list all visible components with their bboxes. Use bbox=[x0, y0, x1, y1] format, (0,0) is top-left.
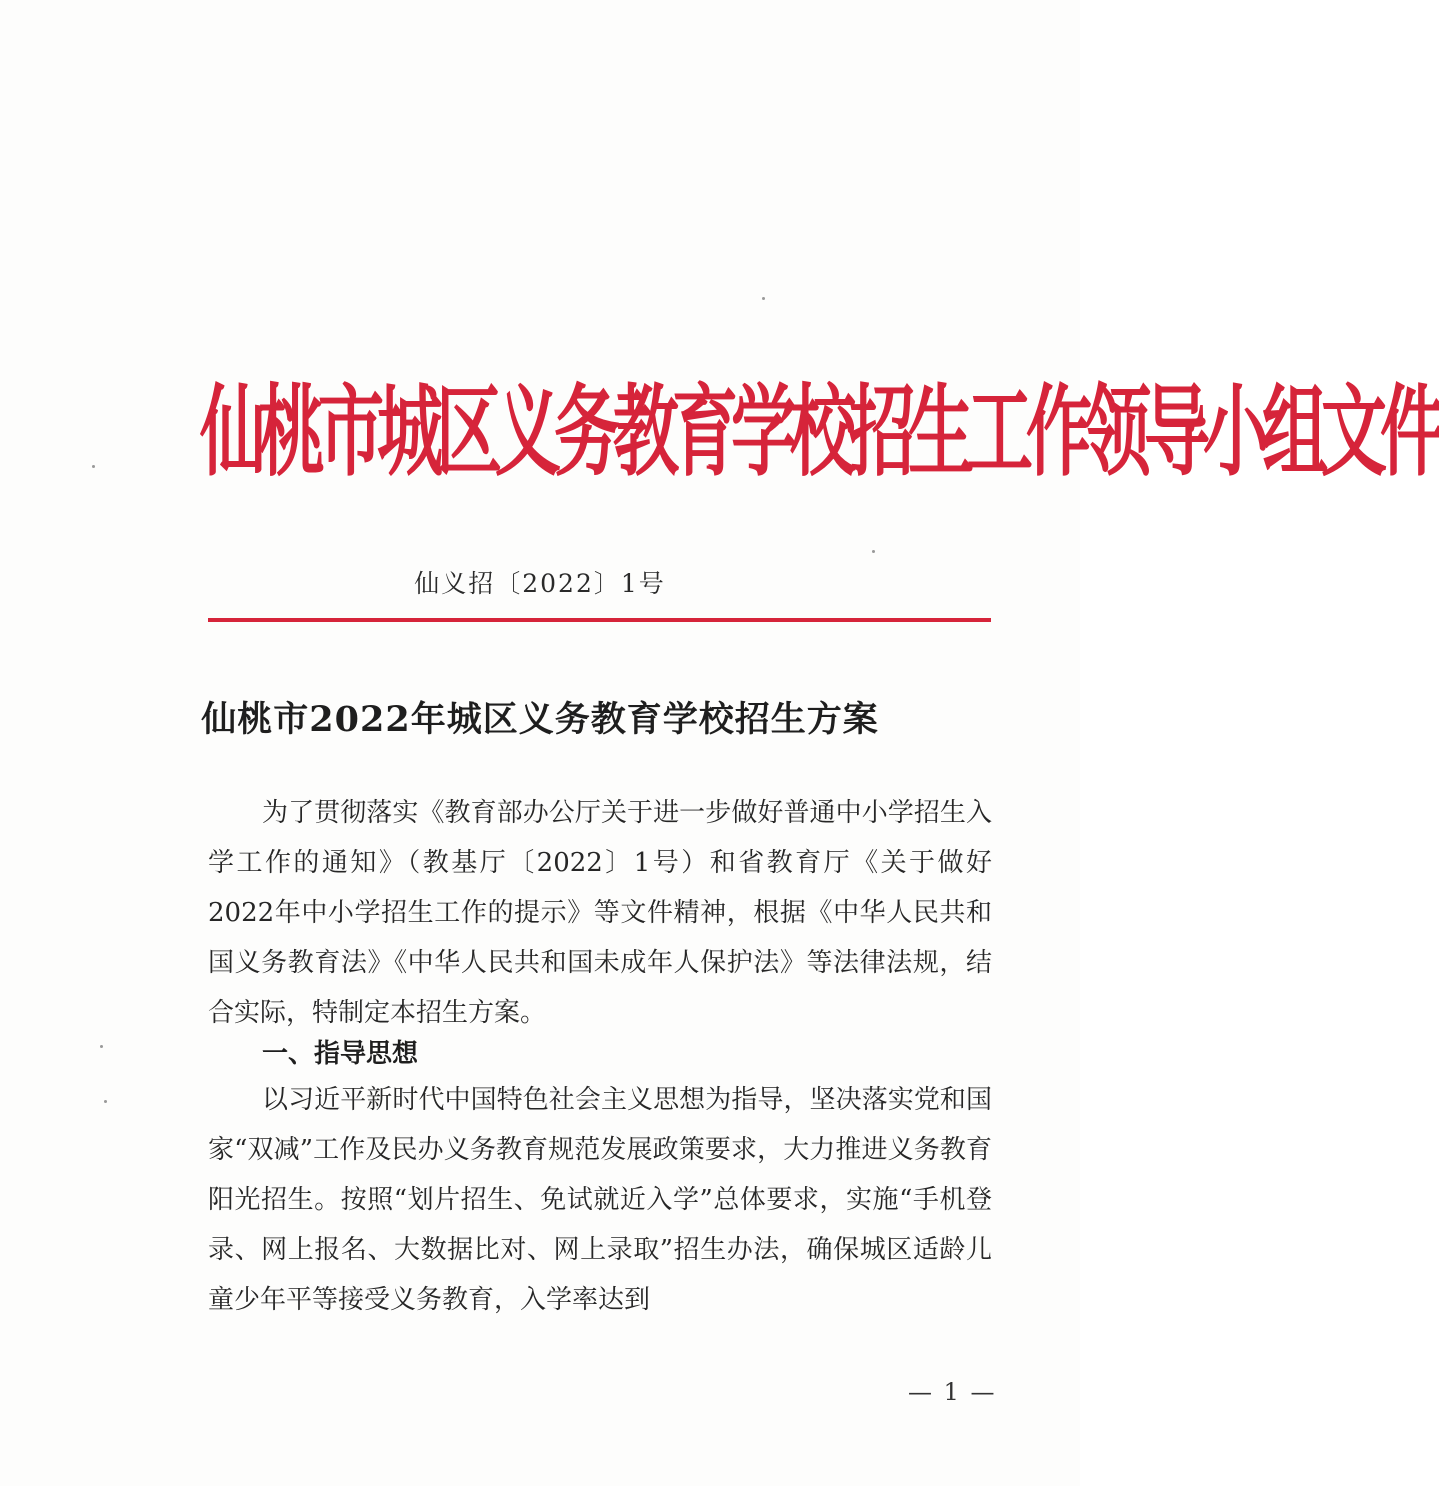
paragraph-guiding-ideology: 以习近平新时代中国特色社会主义思想为指导，坚决落实党和国家“双减”工作及民办义务教育规范发展政策要求，大力推进义务教育阳光招生。按照“划片招生、免试就近入学”总体要求，实施“手机登录、网上报名、大数据比对、网上录取”招生办法，确保城区适龄儿童少年平等接受义务教育，入学率达到 bbox=[208, 1085, 992, 1315]
document-title: 仙桃市2022年城区义务教育学校招生方案 bbox=[201, 699, 879, 740]
scan-speck bbox=[92, 465, 95, 468]
document-number: 仙义招〔2022〕1号 bbox=[414, 569, 666, 598]
red-divider-line bbox=[208, 618, 991, 622]
issuer-header-title: 仙桃市城区义务教育学校招生工作领导小组文件 bbox=[200, 373, 1439, 490]
page-number: — 1 — bbox=[908, 1378, 997, 1406]
section-heading-guiding-ideology: 一、指导思想 bbox=[262, 1039, 419, 1069]
scan-speck bbox=[100, 1045, 103, 1048]
scan-speck bbox=[762, 297, 765, 300]
scan-speck bbox=[104, 1100, 107, 1103]
paragraph-intro: 为了贯彻落实《教育部办公厅关于进一步做好普通中小学招生入学工作的通知》（教基厅〔2022〕1号）和省教育厅《关于做好2022年中小学招生工作的提示》等文件精神，根据《中华人民共和国义务教育法》《中华人民共和国未成年人保护法》等法律法规，结合实际，特制定本招生方案。 bbox=[208, 798, 992, 1028]
scan-speck bbox=[872, 550, 875, 553]
